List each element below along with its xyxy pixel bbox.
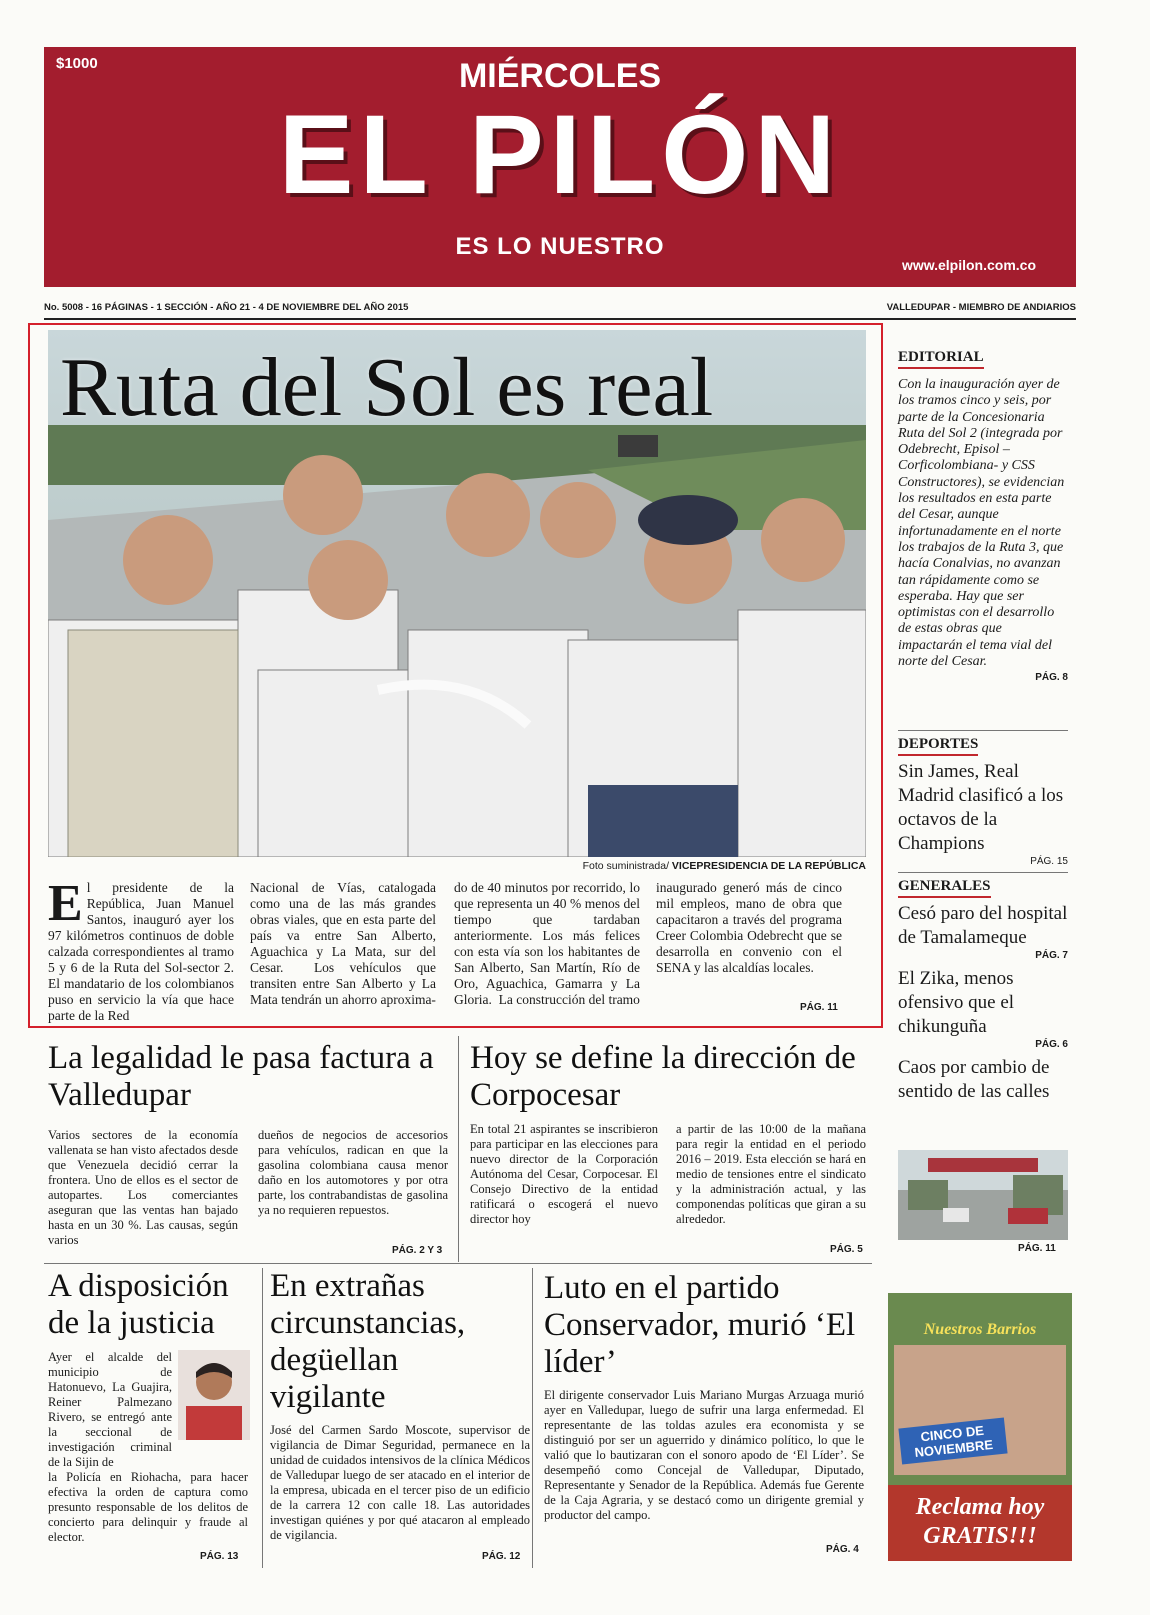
website-url[interactable]: www.elpilon.com.co bbox=[901, 257, 1036, 273]
story-conservador-page-ref[interactable]: PÁG. 4 bbox=[826, 1544, 859, 1555]
lead-dropcap: E bbox=[48, 875, 83, 932]
promo-claim: Reclama hoy GRATIS!!! bbox=[888, 1485, 1072, 1561]
column-divider bbox=[532, 1268, 533, 1568]
story-justicia-text-b: la Policía en Riohacha, para hacer efectiva la orden de captura como presunto responsable de los delitos de concierto para delinquir y fraude al elector. bbox=[48, 1470, 248, 1544]
lead-col1-text: l presidente de la República, Juan Manuel Santos, inauguró ayer los 97 kilómetros continuos de doble calzada correspondientes al tramo 5 y 6 de la Ruta del Sol-sector 2. El mandatario de los colombianos puso en servicio la vía que hace parte de la Red bbox=[48, 880, 234, 1023]
promo-badge: CINCO DE NOVIEMBRE bbox=[898, 1418, 1007, 1465]
story-legalidad-title[interactable]: La legalidad le pasa factura a Valledupar bbox=[48, 1040, 434, 1113]
story-conservador-title[interactable]: Luto en el partido Conservador, murió ‘El líder’ bbox=[544, 1270, 856, 1380]
story-vigilante-page-ref[interactable]: PÁG. 12 bbox=[482, 1551, 521, 1562]
promo-ad[interactable] bbox=[888, 1293, 1072, 1561]
generales-section bbox=[898, 877, 1068, 1104]
story-conservador-text: El dirigente conservador Luis Mariano Murgas Arzuaga murió ayer en Valledupar, luego de sufrir una larga enfermedad. El representante de las toldas azules era economista y se distinguió por ser un aguerrido y dinámico político, lo que le valió que lo bautizaran con el sonoro apodo de ‘El Líder’. Se desempeñó como Concejal de Valledupar, Diputado, Representante y Senador de la República. Además fue Gerente de la Caja Agraria, y se destacó como un dirigente gremial y productor del campo. bbox=[544, 1388, 864, 1522]
lead-column-4: inaugurado generó más de cinco mil empleos, mano de obra que capacitaron a través del programa Creer Colombia Odebrecht que se desarrolla en convenio con el SENA y las alcaldías locales. bbox=[656, 880, 842, 975]
generales-page-ref-1[interactable]: PÁG. 7 bbox=[1035, 950, 1068, 961]
story-justicia-text-a: Ayer el alcalde del municipio de Hatonuevo, La Guajira, Reiner Palmezano Rivero, se entregó ante la seccional de investigación criminal de la Sijin de bbox=[48, 1350, 172, 1469]
weekday: MIÉRCOLES bbox=[458, 57, 662, 95]
deportes-page-ref[interactable]: PÁG. 15 bbox=[1030, 856, 1068, 867]
editorial-label: EDITORIAL bbox=[898, 349, 984, 369]
generales-headline-1[interactable]: Cesó paro del hospital de Tamalameque bbox=[898, 903, 1068, 948]
deportes-headline[interactable]: Sin James, Real Madrid clasificó a los octavos de la Champions bbox=[898, 761, 1064, 854]
generales-page-ref-3[interactable]: PÁG. 11 bbox=[1018, 1243, 1056, 1254]
newspaper-logo: EL PILÓN bbox=[278, 92, 842, 217]
caption-credit: VICEPRESIDENCIA DE LA REPÚBLICA bbox=[671, 860, 866, 872]
generales-headline-2[interactable]: El Zika, menos ofensivo que el chikunguña bbox=[898, 968, 1015, 1037]
lead-headline[interactable]: Ruta del Sol es real bbox=[60, 341, 714, 434]
masthead-rule bbox=[44, 318, 1076, 320]
story-corpocesar-title[interactable]: Hoy se define la dirección de Corpocesar bbox=[470, 1040, 856, 1113]
city-membership: VALLEDUPAR - MIEMBRO DE ANDIARIOS bbox=[886, 302, 1076, 313]
lead-column-3: do de 40 minutos por recorrido, lo que representa un 40 % menos del tiempo que tardaban anteriormente. Los más felices con esta vía son los habitantes de San Alberto, San Martín, Río de Oro, Aguachica, Gamarra y La Gloria. La construcción del tramo bbox=[454, 880, 640, 1007]
lead-page-ref[interactable]: PÁG. 11 bbox=[800, 1002, 838, 1013]
generales-label: GENERALES bbox=[898, 878, 991, 898]
story-corpocesar-col-1: En total 21 aspirantes se inscribieron para participar en las elecciones para nuevo director de la Corporación Autónoma del Cesar, Corpocesar. El Consejo Directivo de la entidad ratificará o escogerá el nuevo director hoy bbox=[470, 1122, 658, 1226]
editorial-page-ref[interactable]: PÁG. 8 bbox=[1035, 672, 1068, 684]
story-corpocesar-page-ref[interactable]: PÁG. 5 bbox=[830, 1244, 863, 1255]
caption-prefix: Foto suministrada/ bbox=[582, 860, 669, 872]
story-justicia-page-ref[interactable]: PÁG. 13 bbox=[200, 1551, 239, 1562]
street-photo bbox=[898, 1150, 1068, 1240]
sidebar-divider bbox=[898, 872, 1068, 873]
issue-info-bar bbox=[44, 302, 1076, 313]
editorial-section bbox=[898, 348, 1068, 683]
story-legalidad-col-1: Varios sectores de la economía vallenata se han visto afectados desde que Venezuela decidió cerrar la frontera. Uno de ellos es el sector de autopartes. Los comerciantes aseguran que las ventas han bajado hasta en un 30 %. Las causas, según varios bbox=[48, 1128, 238, 1247]
lead-column-2: Nacional de Vías, catalogada como una de las más grandes obras viales, que en esta parte del país va entre San Alberto, Aguachica y La Mata, sur del Cesar. Los vehículos que transiten entre San Alberto y La Mata tendrán un ahorro aproxima- bbox=[250, 880, 436, 1007]
slogan: ES LO NUESTRO bbox=[455, 233, 665, 260]
photo-caption bbox=[48, 860, 866, 872]
generales-headline-3[interactable]: Caos por cambio de sentido de las calles bbox=[898, 1057, 1050, 1102]
story-legalidad-page-ref[interactable]: PÁG. 2 Y 3 bbox=[392, 1245, 443, 1256]
issue-details: No. 5008 - 16 PÁGINAS - 1 SECCIÓN - AÑO 21 - 4 DE NOVIEMBRE DEL AÑO 2015 bbox=[44, 302, 409, 313]
story-vigilante-text: José del Carmen Sardo Moscote, supervisor de vigilancia de Dimar Seguridad, permanece en la unidad de cuidados intensivos de la clínica Médicos de Valledupar luego de ser atacado en el interior de la empresa, ubicada en el tercer piso de un edificio de la carrera 12 con calle 18. Las autoridades investigan quiénes y por qué atacaron al empleado de vigilancia. bbox=[270, 1423, 531, 1542]
sidebar-divider bbox=[898, 730, 1068, 731]
editorial-text: Con la inauguración ayer de los tramos cinco y seis, por parte de la Concesionaria Ruta del Sol 2 (integrada por Odebrecht, Episol –Corficolombiana- y CSS Constructores), se evidencian los resultados en esta parte del Cesar, aunque infortunadamente en el norte los trabajos de la Ruta 3, que hacía Conalvias, no avanzan tan rápidamente como se esperaba. Hay que ser optimistas con el desarrollo de estas obras que impactarán el tema vial del norte del Cesar. bbox=[898, 377, 1065, 670]
story-legalidad-col-2: dueños de negocios de accesorios para vehículos, radican en que la gasolina colombiana causa menor daño en los automotores y por otra parte, los contrabandistas de gasolina ya no requieren repuestos. bbox=[258, 1128, 448, 1217]
mayor-portrait bbox=[178, 1350, 250, 1440]
deportes-label: DEPORTES bbox=[898, 736, 978, 756]
story-justicia-title[interactable]: A disposición de la justicia bbox=[48, 1268, 229, 1341]
masthead bbox=[44, 47, 1076, 287]
promo-title: Nuestros Barrios bbox=[923, 1321, 1037, 1338]
section-divider bbox=[44, 1263, 872, 1264]
lead-column-1 bbox=[48, 875, 234, 1024]
column-divider bbox=[262, 1268, 263, 1568]
story-vigilante-title[interactable]: En extrañas circunstancias, degüellan vigilante bbox=[270, 1268, 466, 1415]
generales-page-ref-2[interactable]: PÁG. 6 bbox=[1035, 1039, 1068, 1050]
price: $1000 bbox=[56, 55, 98, 72]
deportes-section bbox=[898, 735, 1068, 867]
column-divider bbox=[458, 1036, 459, 1262]
story-corpocesar-col-2: a partir de las 10:00 de la mañana para regir la entidad en el periodo 2016 – 2019. Esta elección se hará en medio de tensiones entre el sindicato y la administración actual, y las componendas políticas que giran a su alrededor. bbox=[676, 1122, 866, 1226]
